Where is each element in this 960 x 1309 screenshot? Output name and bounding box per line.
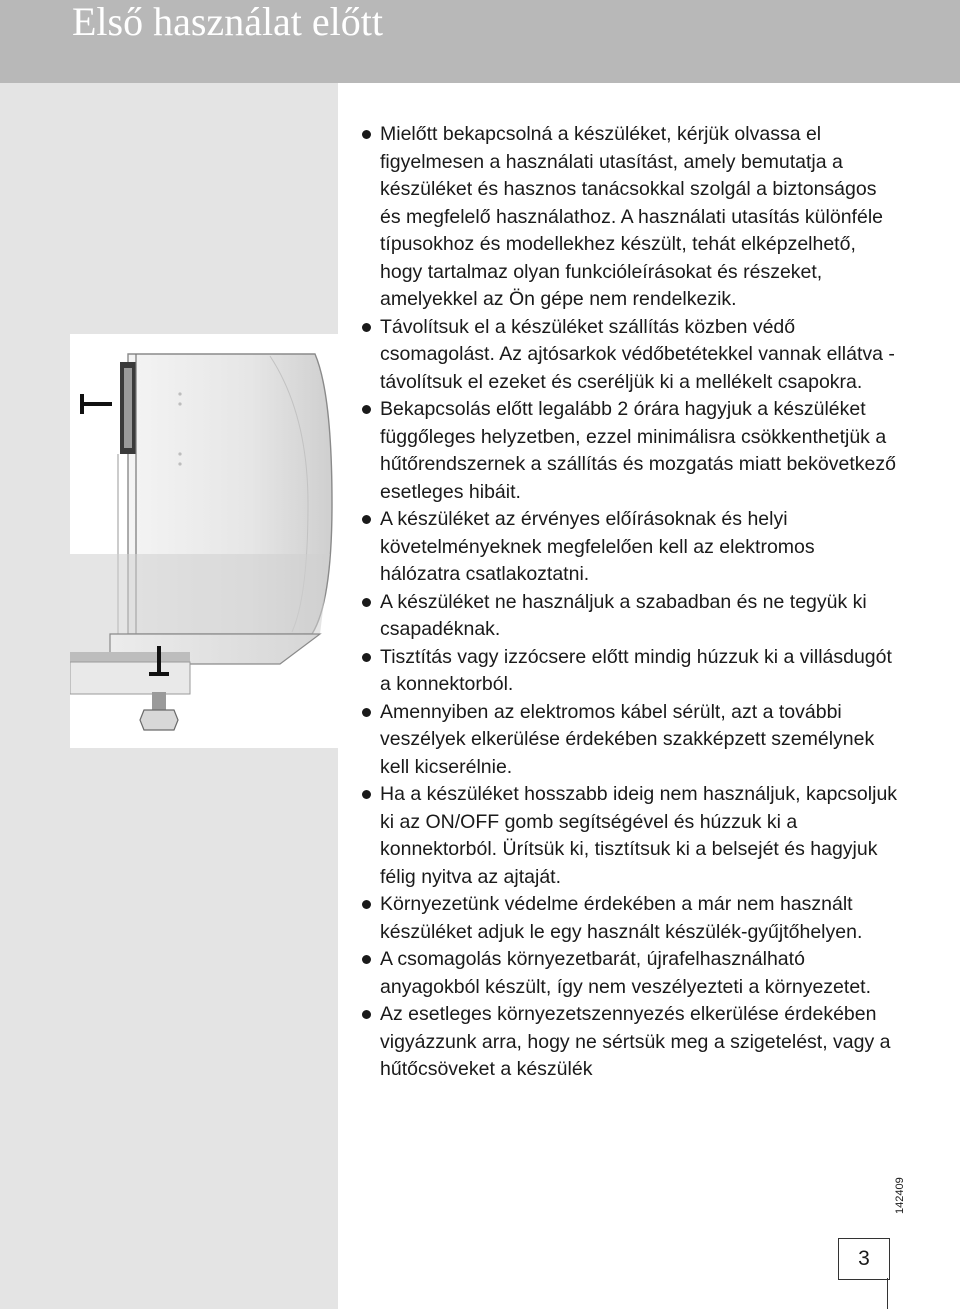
list-item: A csomagolás környezetbarát, újrafelhasználható anyagokból készült, így nem veszélyezteti a környezetet. [380,946,900,1001]
list-item: Az esetleges környezetszennyezés elkerülése érdekében vigyázzunk arra, hogy ne sértsük meg a szigetelést, vagy a hűtőcsöveket a készülék [380,1001,900,1084]
list-item: A készüléket ne használjuk a szabadban és ne tegyük ki csapadéknak. [380,589,900,644]
page-number: 3 [838,1238,890,1280]
list-item: Mielőtt bekapcsolná a készüléket, kérjük olvassa el figyelmesen a használati utasítást, amely bemutatja a készüléket és hasznos tanácsokkal szolgál a biztonságos és megfelelő használathoz. A használati utasítás különféle típusokhoz és modellekhez készült, tehát elképzelhető, hogy tartalmaz olyan funkcióleírásokat és részeket, amelyekkel az Ön gépe nem rendelkezik. [380,121,900,314]
list-item: Környezetünk védelme érdekében a már nem használt készüléket adjuk le egy használt készülék-gyűjtőhelyen. [380,891,900,946]
list-item: Amennyiben az elektromos kábel sérült, azt a további veszélyek elkerülése érdekében szakképzett személynek kell kicserélnie. [380,699,900,782]
footer-divider [887,1278,888,1309]
list-item: Bekapcsolás előtt legalább 2 órára hagyjuk a készüléket függőleges helyzetben, ezzel minimálisra csökkenthetjük a hűtőrendszernek a szállítás és mozgatás miatt bekövetkező esetleges hibáit. [380,396,900,506]
page-header [0,0,960,83]
list-item: Ha a készüléket hosszabb ideig nem használjuk, kapcsoljuk ki az ON/OFF gomb segítségével és húzzuk ki a konnektorból. Ürítsük ki, tisztítsuk ki a belsejét és hagyjuk félig nyitva az ajtaját. [380,781,900,891]
refrigerator-door-arrows-illustration [70,334,338,748]
page-title: Első használat előtt [72,0,384,44]
list-item: A készüléket az érvényes előírásoknak és helyi követelményeknek megfelelően kell az elektromos hálózatra csatlakoztatni. [380,506,900,589]
list-item: Tisztítás vagy izzócsere előtt mindig húzzuk ki a villásdugót a konnektorból. [380,644,900,699]
document-number-text: 142409 [894,1177,906,1214]
instructions-list [380,121,900,1084]
list-item: Távolítsuk el a készüléket szállítás közben védő csomagolást. Az ajtósarkok védőbetétekkel vannak ellátva - távolítsuk el ezeket és cseréljük ki a mellékelt csapokra. [380,314,900,397]
